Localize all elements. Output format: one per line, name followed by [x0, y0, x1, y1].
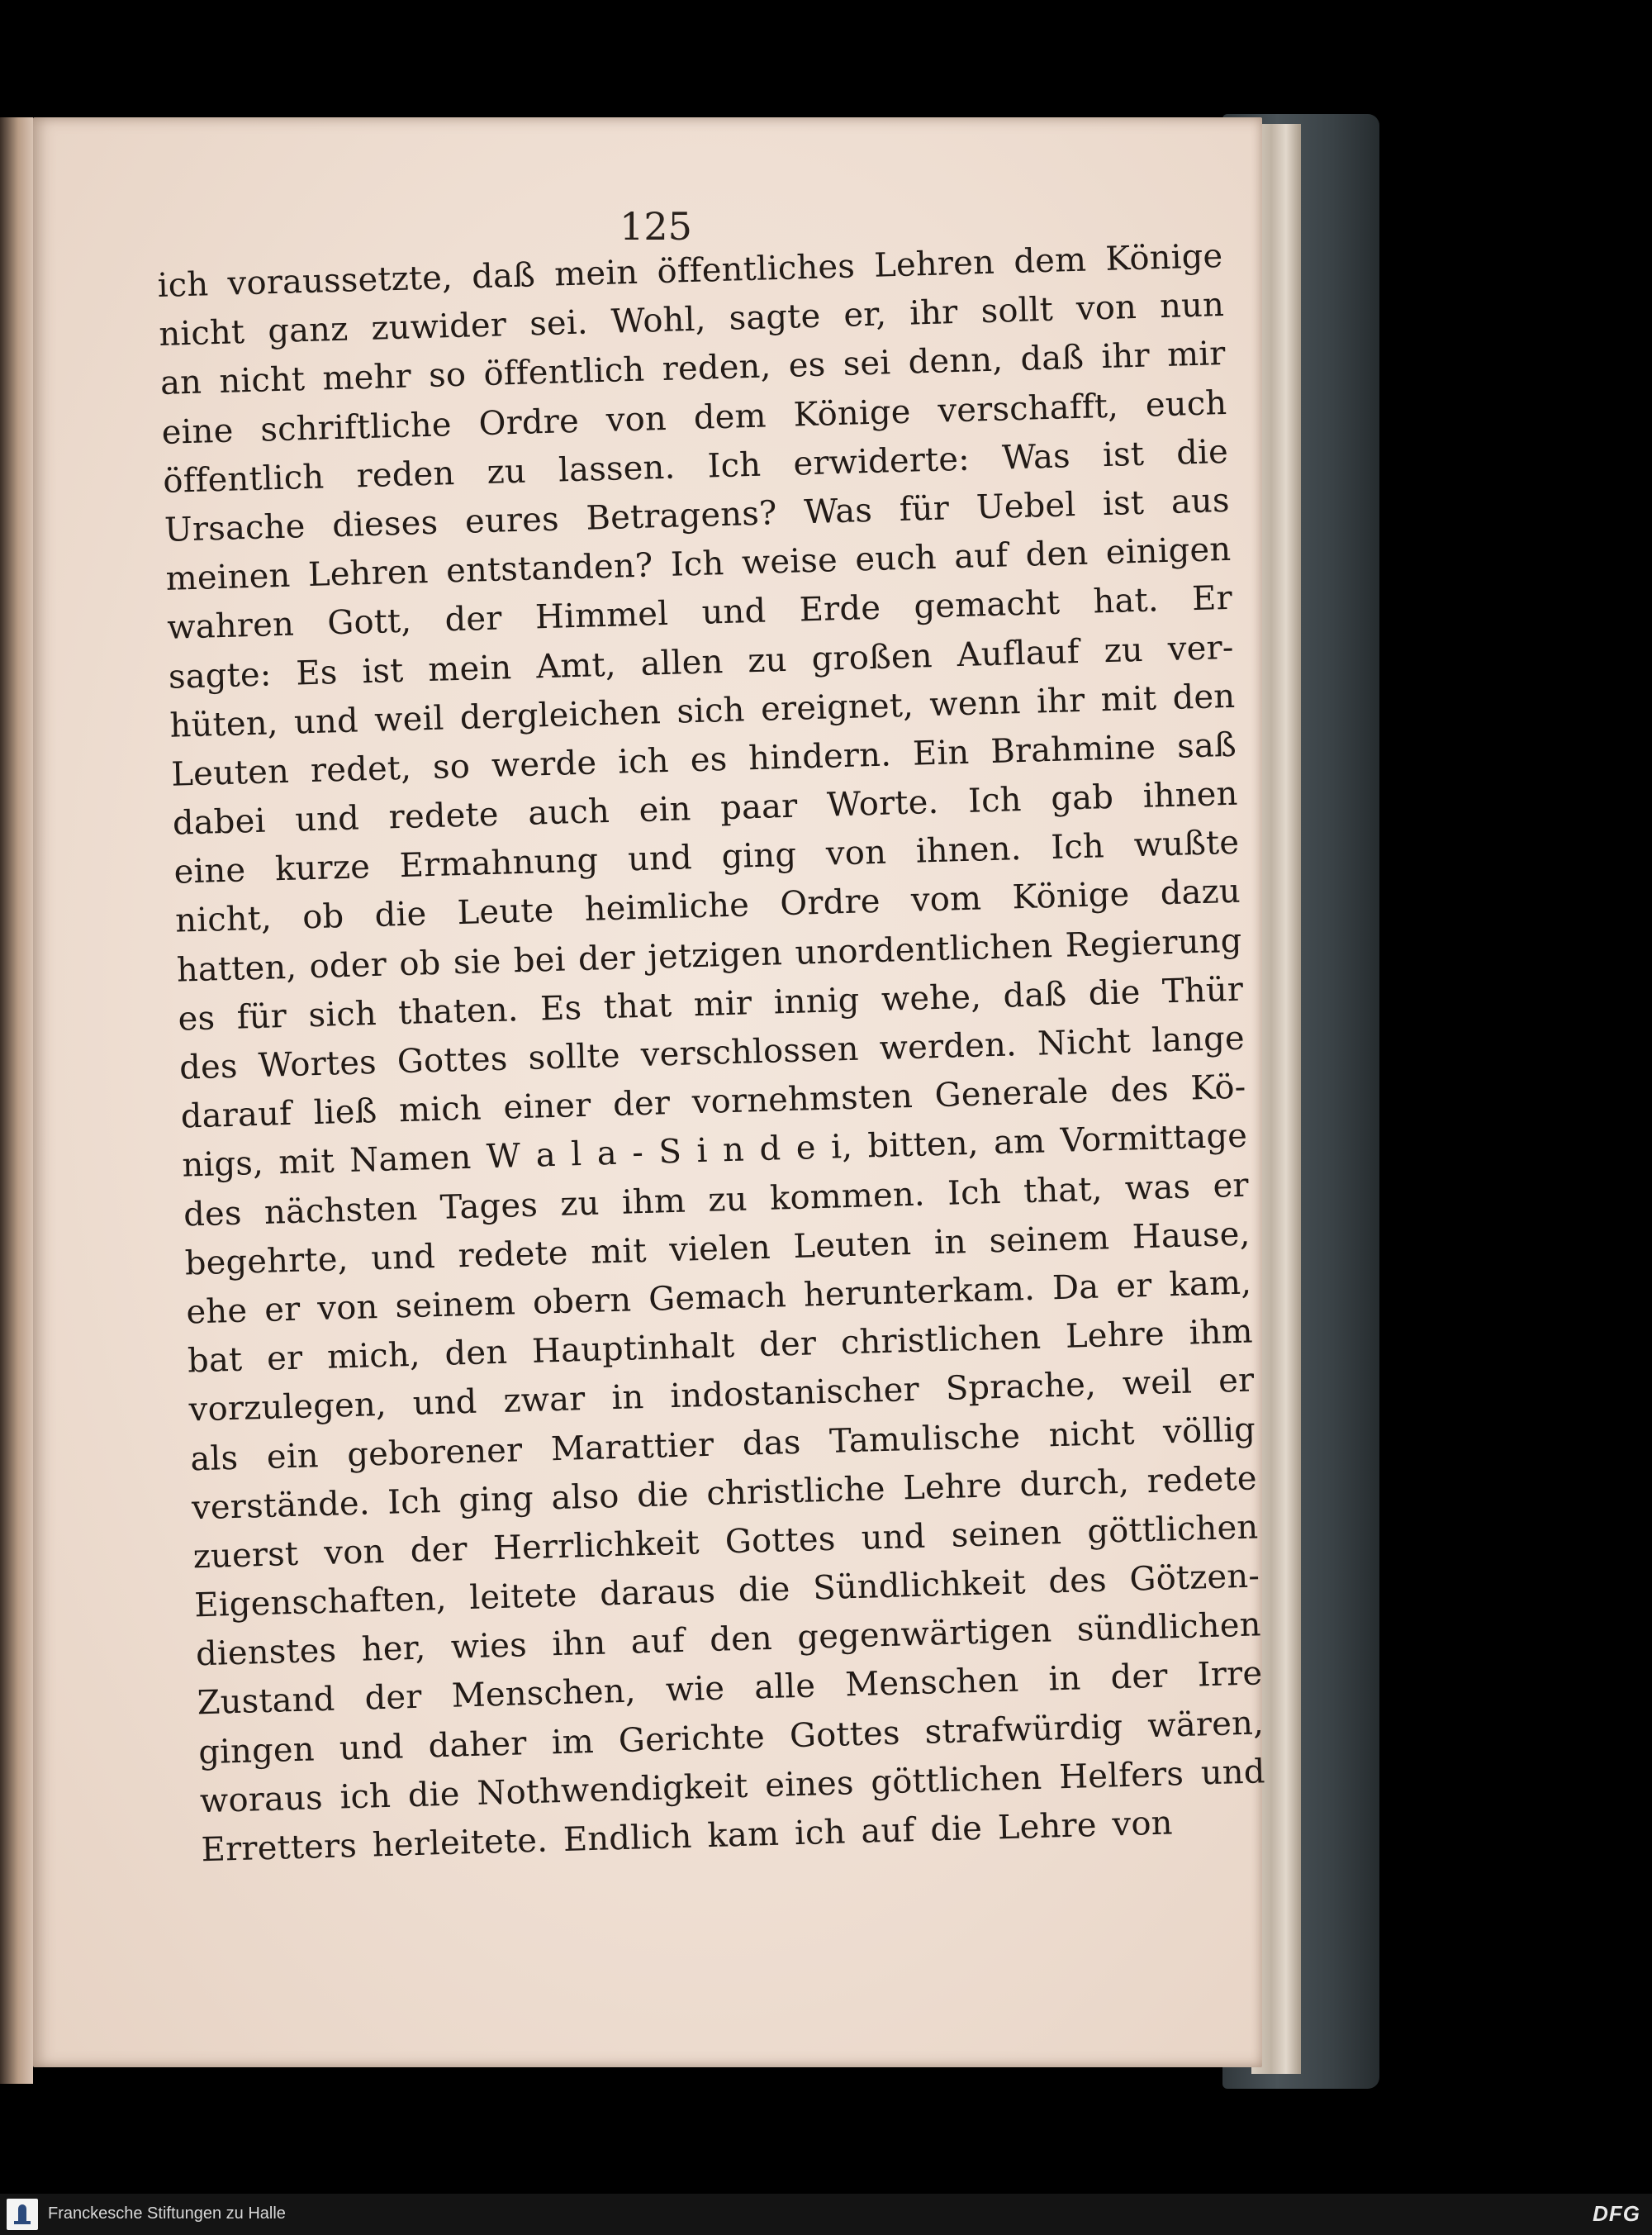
page-number: 125: [620, 204, 692, 249]
text-line: des nächsten Tages zu ihm zu kommen. Ich that, was er: [183, 1166, 1250, 1234]
text-line: es für sich thaten. Es that mir innig wehe, daß die Thür: [177, 970, 1244, 1039]
text-line: hüten, und weil dergleichen sich ereignet, wenn ihr mit den: [169, 677, 1236, 745]
text-line: dabei und redete auch ein paar Worte. Ich gab ihnen: [172, 774, 1239, 843]
facing-page-edge: [0, 117, 33, 2084]
text-line: Ursache dieses eures Betragens? Was für Uebel ist aus: [164, 481, 1231, 549]
text-line: bat er mich, den Hauptinhalt der christlichen Lehre ihm: [187, 1312, 1254, 1381]
text-line: Eigenschaften, leitete daraus die Sündlichkeit des Götzen-: [193, 1557, 1260, 1625]
text-line: eine schriftliche Ordre von dem Könige verschafft, euch: [161, 383, 1227, 452]
dfg-logo: DFG: [1593, 2201, 1640, 2226]
text-line: des Wortes Gottes sollte verschlossen werden. Nicht lange: [178, 1019, 1246, 1087]
text-line: ehe er von seinem obern Gemach herunterkam. Da er kam,: [185, 1263, 1252, 1332]
text-line: verstände. Ich ging also die christliche Lehre durch, redete: [191, 1459, 1258, 1528]
text-line: Erretters herleitete. Endlich kam ich auf die Lehre von: [201, 1804, 1174, 1870]
text-line: begehrte, und redete mit vielen Leuten in seinem Hause,: [184, 1215, 1251, 1283]
page-text: [157, 232, 1267, 1875]
text-line: woraus ich die Nothwendigkeit eines göttlichen Helfers und: [199, 1752, 1266, 1821]
text-line: sagte: Es ist mein Amt, allen zu großen Auflauf zu ver-: [168, 628, 1235, 697]
book-page: [33, 117, 1266, 2067]
text-line: nicht ganz zuwider sei. Wohl, sagte er, ihr sollt von nun: [158, 286, 1225, 354]
text-line: Leuten redet, so werde ich es hindern. Ein Brahmine saß: [170, 725, 1237, 794]
text-line: gingen und daher im Gerichte Gottes strafwürdig wären,: [197, 1703, 1265, 1771]
text-line: nigs, mit Namen W a l a - S i n d e i, bitten, am Vormittage: [181, 1116, 1248, 1185]
text-line: vorzulegen, und zwar in indostanischer Sprache, weil er: [188, 1361, 1255, 1429]
text-line: dienstes her, wies ihn auf den gegenwärtigen sündlichen: [195, 1605, 1262, 1674]
text-line: als ein geborener Marattier das Tamulische nicht völlig: [189, 1410, 1256, 1478]
text-line: wahren Gott, der Himmel und Erde gemacht hat. Er: [166, 579, 1233, 648]
franckesche-stiftungen-logo-icon: [7, 2199, 38, 2230]
text-line: öffentlich reden zu lassen. Ich erwiderte: Was ist die: [162, 432, 1229, 501]
text-line: an nicht mehr so öffentlich reden, es sei denn, daß ihr mir: [159, 335, 1227, 403]
footer-bar: [0, 2194, 1652, 2235]
footer-institution-label: Franckesche Stiftungen zu Halle: [48, 2204, 286, 2223]
text-line: zuerst von der Herrlichkeit Gottes und seinen göttlichen: [192, 1508, 1259, 1576]
text-line: hatten, oder ob sie bei der jetzigen unordentlichen Regierung: [176, 921, 1243, 990]
text-line: darauf ließ mich einer der vornehmsten Generale des Kö-: [180, 1068, 1247, 1136]
text-line: nicht, ob die Leute heimliche Ordre vom Könige dazu: [174, 873, 1241, 941]
text-line: Zustand der Menschen, wie alle Menschen in der Irre: [197, 1654, 1263, 1723]
text-line: meinen Lehren entstanden? Ich weise euch auf den einigen: [165, 530, 1232, 598]
text-line: ich voraussetzte, daß mein öffentliches Lehren dem Könige: [157, 236, 1223, 305]
text-line: eine kurze Ermahnung und ging von ihnen. Ich wußte: [173, 823, 1240, 892]
